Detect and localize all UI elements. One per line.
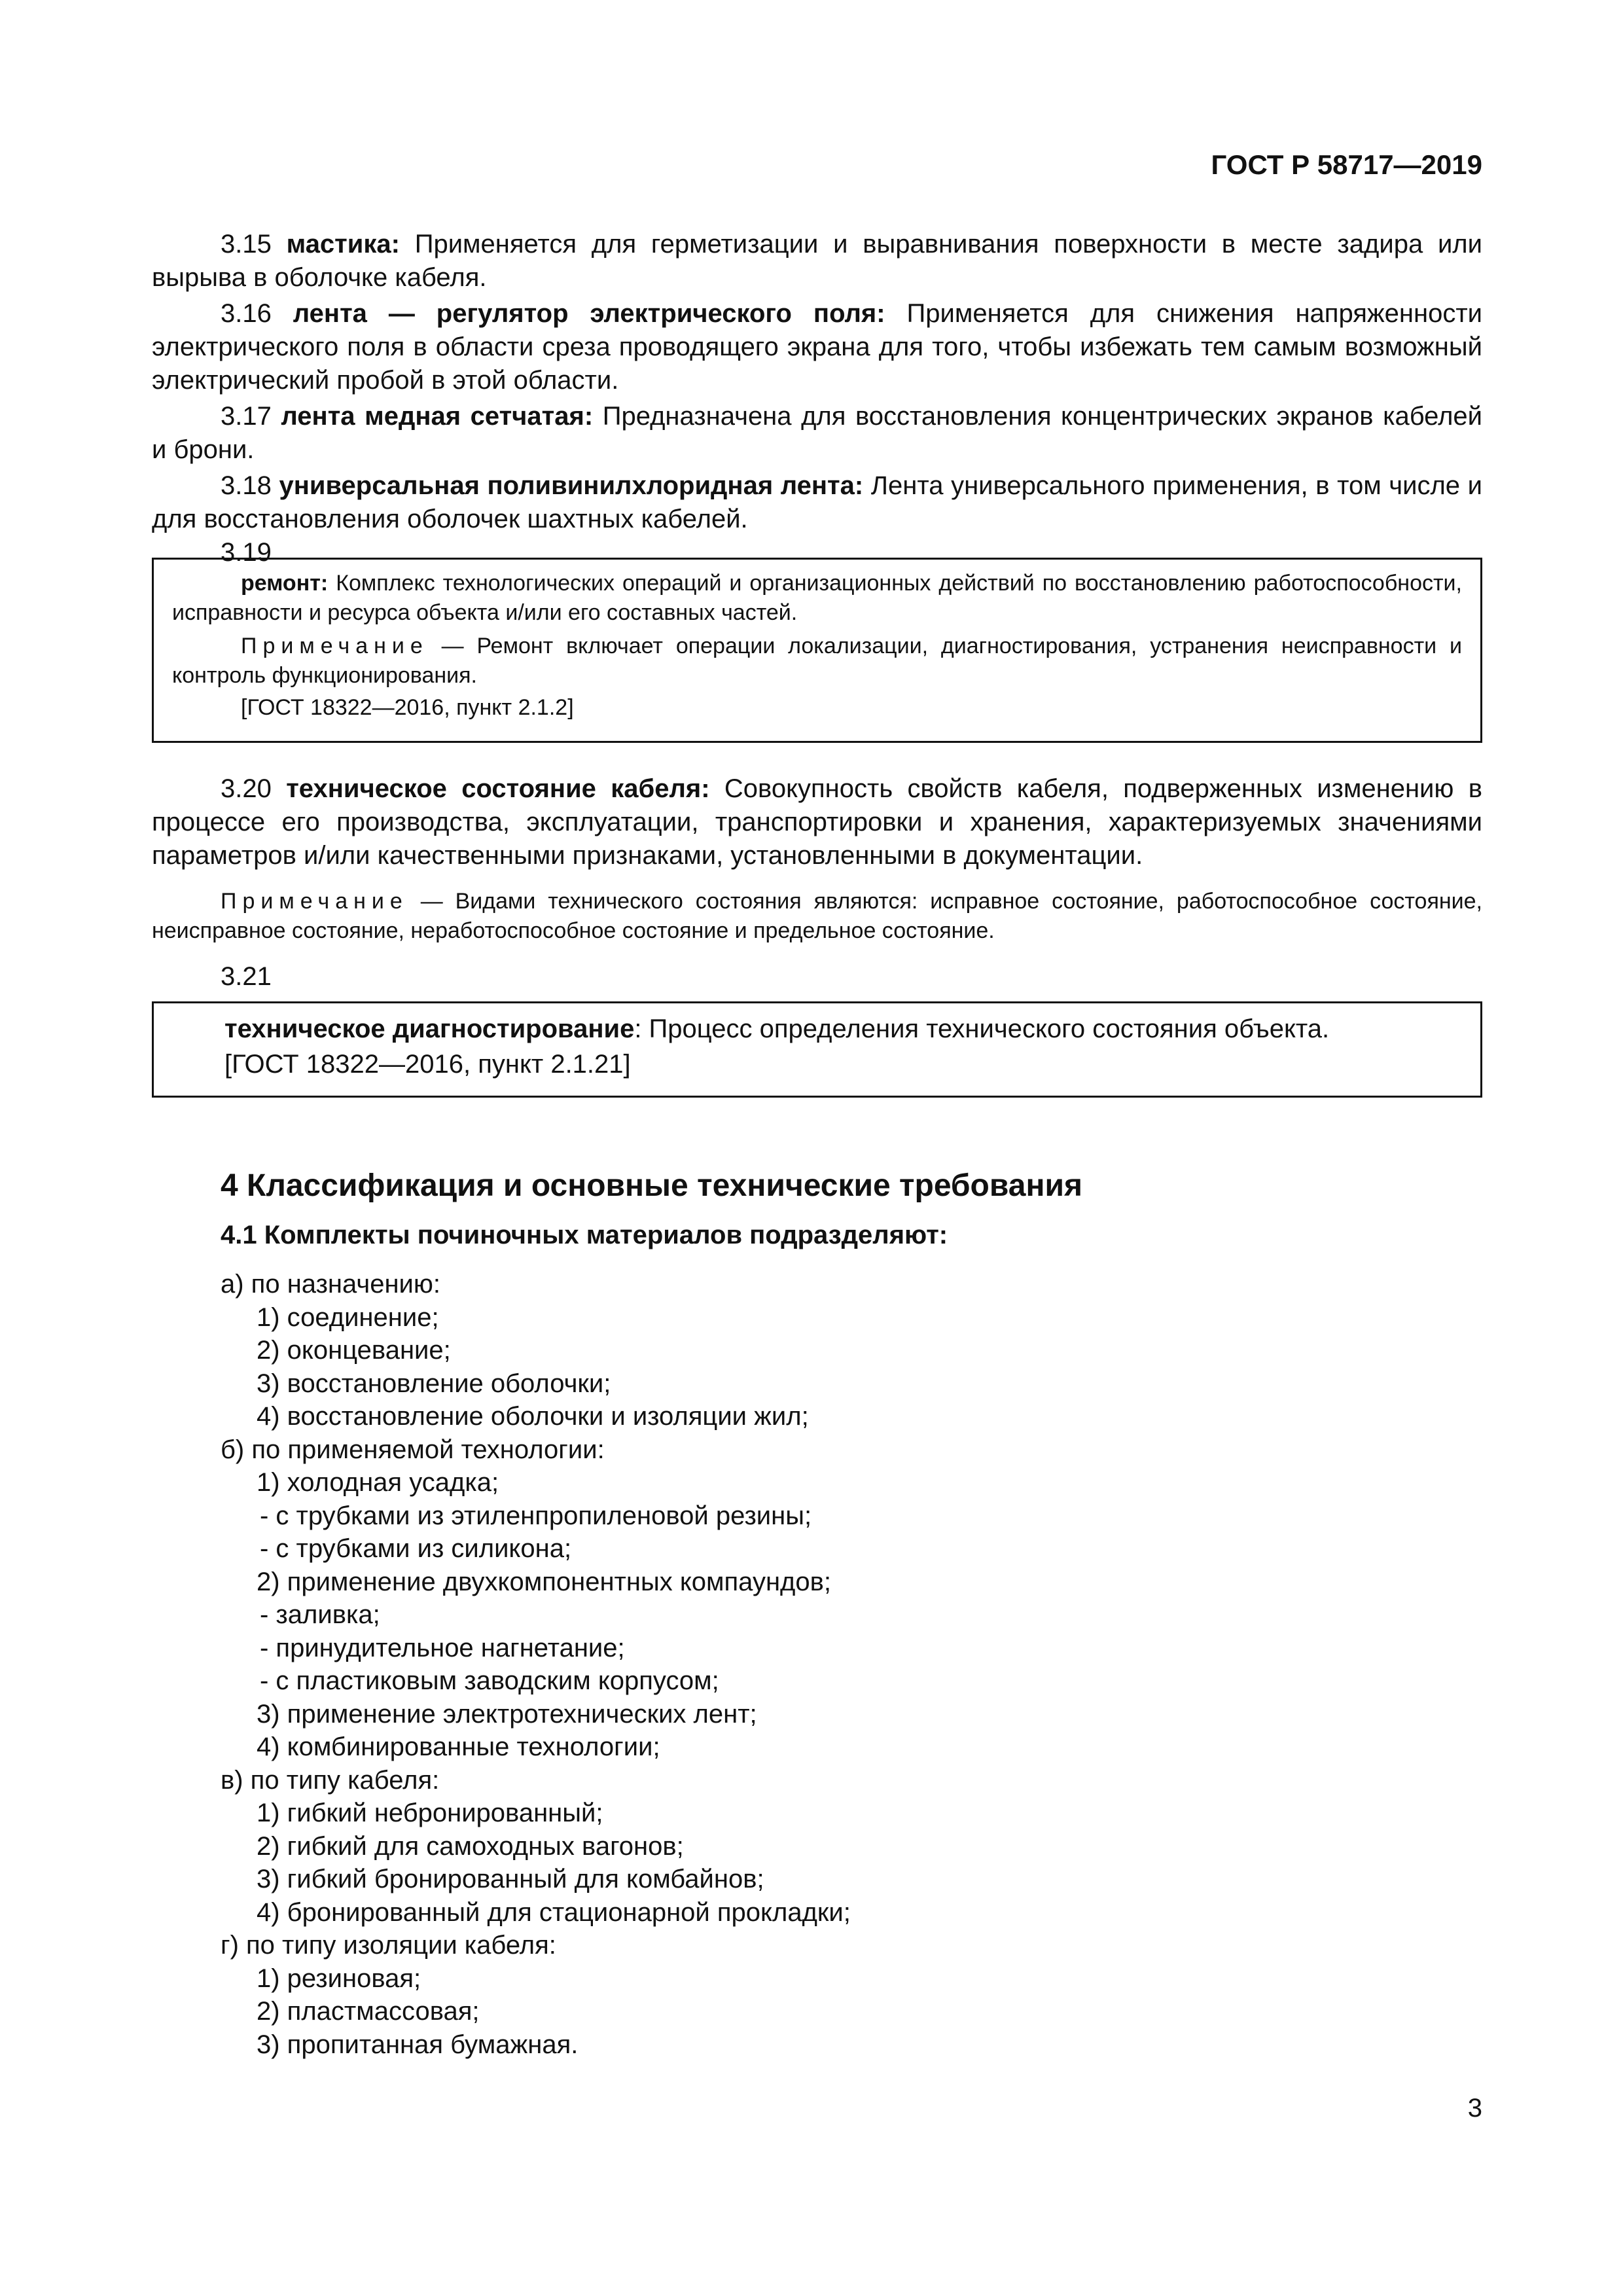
subsection-heading: 4.1 Комплекты починочных материалов подразделяют:: [221, 1221, 948, 1249]
list-item: 1) соединение;: [257, 1302, 439, 1332]
list-item: 3) гибкий бронированный для комбайнов;: [257, 1865, 764, 1893]
list-item: - с пластиковым заводским корпусом;: [260, 1666, 719, 1695]
term-3-20: [152, 772, 1482, 872]
term-number: 3.17: [221, 402, 272, 431]
term-title: мастика:: [286, 230, 400, 259]
term-3-19-source: [ГОСТ 18322—2016, пункт 2.1.2]: [241, 695, 574, 720]
list-item: - заливка;: [260, 1600, 380, 1629]
list-item: 2) гибкий для самоходных вагонов;: [257, 1831, 684, 1861]
term-title: техническое состояние кабеля:: [286, 774, 710, 803]
term-number: 3.18: [221, 471, 272, 500]
term-3-15: [152, 228, 1482, 295]
term-definition: Предназначена для восстановления концентрических экранов кабелей и брони.: [152, 402, 1482, 464]
list-item: 1) резиновая;: [257, 1964, 421, 1993]
term-definition: Лента универсального применения, в том числе и для восстановления оболочек шахтных кабелей.: [152, 471, 1482, 533]
section-heading: 4 Классификация и основные технические требования: [221, 1168, 1082, 1203]
term-title: лента медная сетчатая:: [281, 402, 594, 431]
term-3-16: [152, 297, 1482, 397]
term-3-19-number: 3.19: [221, 538, 272, 567]
list-item: б) по применяемой технологии:: [221, 1435, 605, 1464]
term-title: лента — регулятор электрического поля:: [293, 299, 885, 328]
term-3-21-definition: [172, 1011, 1462, 1047]
term-3-20-note: [152, 887, 1482, 946]
term-definition: Совокупность свойств кабеля, подверженных изменению в процессе его производства, эксплуатации, транспортировки и хранения, характеризуемых значениями параметров и/или качественными признаками, установленными в документации.: [152, 774, 1482, 870]
classification-list: [152, 1268, 1482, 2061]
page-number: 3: [1467, 2094, 1482, 2123]
term-definition: : Процесс определения технического состояния объекта.: [634, 1014, 1330, 1043]
list-item: - с трубками из силикона;: [260, 1534, 572, 1563]
list-item: в) по типу кабеля:: [221, 1765, 440, 1795]
term-3-19-definition: [172, 569, 1462, 628]
list-item: 4) бронированный для стационарной прокладки;: [257, 1897, 851, 1927]
term-number: 3.16: [221, 299, 272, 328]
term-3-17: [152, 400, 1482, 467]
note-label: Примечание: [241, 634, 429, 658]
term-3-18: [152, 469, 1482, 536]
note-text: — Ремонт включает операции локализации, диагностирования, устранения неисправности и контроль функционирования.: [172, 634, 1462, 688]
term-number: 3.15: [221, 230, 272, 259]
section-4: [152, 1166, 1482, 2061]
list-item: 3) восстановление оболочки;: [257, 1369, 611, 1398]
list-item: 3) пропитанная бумажная.: [257, 2030, 579, 2059]
term-3-21-box: [152, 1001, 1482, 1098]
term-number: 3.20: [221, 774, 272, 803]
list-item: 1) гибкий небронированный;: [257, 1799, 603, 1827]
term-3-20-block: [152, 772, 1482, 994]
term-3-19-note: [172, 632, 1462, 691]
list-item: 4) восстановление оболочки и изоляции жил;: [257, 1402, 809, 1431]
term-title: техническое диагностирование: [224, 1014, 635, 1043]
list-item: а) по назначению:: [221, 1270, 441, 1299]
list-item: 2) пластмассовая;: [257, 1997, 480, 2026]
list-item: - с трубками из этиленпропиленовой резины;: [260, 1501, 812, 1530]
term-title: универсальная поливинилхлоридная лента:: [279, 471, 864, 500]
list-item: 3) применение электротехнических лент;: [257, 1699, 757, 1729]
list-item: 4) комбинированные технологии;: [257, 1732, 660, 1761]
term-definition: Комплекс технологических операций и организационных действий по восстановлению работоспособности, исправности и ресурса объекта и/или его составных частей.: [172, 571, 1462, 625]
note-label: Примечание: [221, 889, 408, 914]
term-definition: Применяется для снижения напряженности электрического поля в области среза проводящего экрана для того, чтобы избежать тем самым возможный электрический пробой в этой области.: [152, 299, 1482, 395]
note-text: — Видами технического состояния являются: исправное состояние, работоспособное состояние, неисправное состояние, неработоспособное состояние и предельное состояние.: [152, 889, 1482, 943]
list-item: - принудительное нагнетание;: [260, 1633, 625, 1662]
document-code-header: ГОСТ Р 58717—2019: [1211, 149, 1482, 180]
term-title: ремонт:: [241, 571, 329, 596]
term-3-21-source: [ГОСТ 18322—2016, пункт 2.1.21]: [224, 1050, 631, 1079]
terms-block: [152, 228, 1482, 569]
list-item: 1) холодная усадка;: [257, 1468, 499, 1497]
list-item: г) по типу изоляции кабеля:: [221, 1931, 556, 1960]
term-3-19-box: [152, 558, 1482, 743]
term-definition: Применяется для герметизации и выравнивания поверхности в месте задира или вырыва в оболочке кабеля.: [152, 230, 1482, 292]
term-3-21-number: 3.21: [221, 962, 272, 991]
list-item: 2) оконцевание;: [257, 1336, 451, 1365]
list-item: 2) применение двухкомпонентных компаундов;: [257, 1567, 832, 1596]
